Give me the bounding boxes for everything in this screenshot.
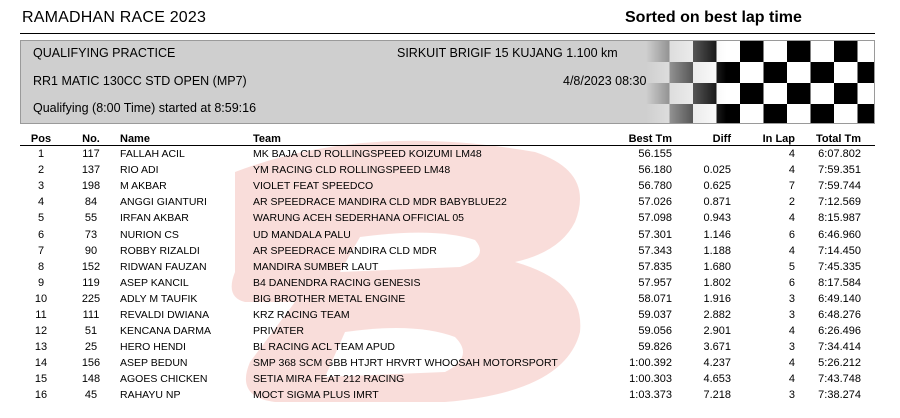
- cell-in-lap: 4: [788, 373, 795, 386]
- column-header-number[interactable]: No.: [62, 129, 120, 146]
- cell-in-lap: 3: [788, 292, 795, 305]
- cell-team: VIOLET FEAT SPEEDCO: [253, 180, 374, 193]
- cell-number: 156: [81, 357, 101, 370]
- column-header-diff[interactable]: Diff: [672, 129, 731, 146]
- cell-position: 16: [34, 389, 48, 402]
- table-row[interactable]: [20, 162, 875, 178]
- cell-position: 10: [34, 292, 48, 305]
- cell-position: 9: [37, 276, 45, 289]
- cell-team: BL RACING ACL TEAM APUD: [253, 341, 395, 354]
- cell-number: 148: [81, 373, 101, 386]
- cell-rider-name: ROBBY RIZALDI: [120, 244, 200, 257]
- table-row[interactable]: [20, 178, 875, 194]
- event-title: RAMADHAN RACE 2023: [22, 9, 207, 26]
- cell-diff: 2.882: [703, 308, 731, 321]
- table-row[interactable]: [20, 194, 875, 210]
- cell-in-lap: 4: [788, 325, 795, 338]
- column-header-team[interactable]: Team: [253, 129, 569, 146]
- table-row[interactable]: [20, 146, 875, 163]
- cell-diff: 0.625: [703, 180, 731, 193]
- cell-best-time: 56.180: [638, 164, 672, 177]
- cell-team: AR SPEEDRACE MANDIRA CLD MDR BABYBLUE22: [253, 196, 507, 209]
- cell-in-lap: 4: [788, 357, 795, 370]
- cell-number: 73: [84, 228, 98, 241]
- cell-position: 7: [37, 244, 45, 257]
- cell-diff: 3.671: [703, 341, 731, 354]
- cell-total-time: 7:59.744: [818, 180, 861, 193]
- cell-team: AR SPEEDRACE MANDIRA CLD MDR: [253, 244, 437, 257]
- checkered-flag-icon: [646, 41, 875, 124]
- cell-team: YM RACING CLD ROLLINGSPEED LM48: [253, 164, 451, 177]
- cell-total-time: 7:34.414: [818, 341, 861, 354]
- cell-position: 13: [34, 341, 48, 354]
- cell-diff: 1.680: [703, 260, 731, 273]
- table-row[interactable]: [20, 339, 875, 355]
- cell-total-time: 6:46.960: [818, 228, 861, 241]
- cell-team: MK BAJA CLD ROLLINGSPEED KOIZUMI LM48: [253, 148, 482, 161]
- cell-number: 45: [84, 389, 98, 402]
- cell-in-lap: 4: [788, 148, 795, 161]
- cell-total-time: 6:07.802: [818, 148, 861, 161]
- cell-number: 117: [82, 148, 100, 161]
- cell-position: 2: [37, 164, 45, 177]
- cell-diff: 0.943: [703, 212, 731, 225]
- cell-team: SETIA MIRA FEAT 212 RACING: [253, 373, 405, 386]
- table-row[interactable]: [20, 275, 875, 291]
- cell-total-time: 7:14.450: [818, 244, 861, 257]
- cell-rider-name: RIO ADI: [120, 164, 159, 177]
- cell-position: 15: [34, 373, 48, 386]
- cell-best-time: 59.037: [638, 308, 672, 321]
- cell-team: B4 DANENDRA RACING GENESIS: [253, 276, 421, 289]
- qualifying-status: Qualifying (8:00 Time) started at 8:59:16: [33, 101, 257, 115]
- cell-in-lap: 4: [788, 244, 795, 257]
- cell-best-time: 57.026: [638, 196, 672, 209]
- session-info-panel: [20, 40, 875, 124]
- table-row[interactable]: [20, 387, 875, 403]
- cell-rider-name: AGOES CHICKEN: [120, 373, 208, 386]
- cell-total-time: 6:48.276: [818, 308, 861, 321]
- cell-diff: 4.653: [703, 373, 731, 386]
- cell-rider-name: RAHAYU NP: [120, 389, 181, 402]
- cell-team: MOCT SIGMA PLUS IMRT: [253, 389, 379, 402]
- cell-position: 14: [34, 357, 48, 370]
- cell-rider-name: ADLY M TAUFIK: [120, 292, 198, 305]
- cell-total-time: 7:38.274: [818, 389, 861, 402]
- cell-total-time: 5:26.212: [818, 357, 861, 370]
- cell-position: 8: [37, 260, 45, 273]
- cell-in-lap: 2: [788, 196, 795, 209]
- cell-rider-name: ASEP KANCIL: [120, 276, 189, 289]
- cell-position: 1: [37, 148, 45, 161]
- cell-team: MANDIRA SUMBER LAUT: [253, 260, 379, 273]
- cell-diff: 7.218: [703, 389, 731, 402]
- cell-best-time: 56.780: [638, 180, 672, 193]
- cell-total-time: 7:12.569: [818, 196, 861, 209]
- cell-team: SMP 368 SCM GBB HTJRT HRVRT WHOOSAH MOTORSPORT: [253, 357, 558, 370]
- cell-total-time: 6:49.140: [818, 292, 861, 305]
- cell-best-time: 1:03.373: [629, 389, 672, 402]
- table-row[interactable]: [20, 226, 875, 242]
- class-name: RR1 MATIC 130CC STD OPEN (MP7): [33, 74, 247, 88]
- cell-rider-name: HERO HENDI: [120, 341, 186, 354]
- header-divider: [20, 33, 875, 34]
- cell-number: 84: [84, 196, 98, 209]
- table-row[interactable]: [20, 243, 875, 259]
- cell-team: BIG BROTHER METAL ENGINE: [253, 292, 406, 305]
- cell-rider-name: REVALDI DWIANA: [120, 308, 210, 321]
- cell-best-time: 59.826: [638, 341, 672, 354]
- cell-number: 137: [81, 164, 101, 177]
- session-name: QUALIFYING PRACTICE: [33, 46, 176, 60]
- sort-label: Sorted on best lap time: [625, 9, 802, 26]
- cell-diff: 1.802: [703, 276, 731, 289]
- event-datetime: 4/8/2023 08:30: [563, 74, 647, 88]
- cell-team: PRIVATER: [253, 325, 304, 338]
- cell-position: 3: [37, 180, 45, 193]
- cell-best-time: 57.301: [638, 228, 672, 241]
- table-header-row: [20, 129, 875, 146]
- cell-diff: 2.901: [703, 325, 731, 338]
- cell-number: 152: [81, 260, 101, 273]
- cell-in-lap: 4: [788, 164, 795, 177]
- cell-number: 198: [81, 180, 101, 193]
- cell-total-time: 8:17.584: [818, 276, 861, 289]
- table-row[interactable]: [20, 210, 875, 226]
- cell-team: WARUNG ACEH SEDERHANA OFFICIAL 05: [253, 212, 465, 225]
- table-row[interactable]: [20, 323, 875, 339]
- cell-diff: 1.146: [703, 228, 731, 241]
- column-header-best-time[interactable]: Best Tm: [569, 129, 672, 146]
- cell-in-lap: 6: [788, 276, 795, 289]
- table-row[interactable]: [20, 307, 875, 323]
- cell-diff: 1.916: [703, 292, 731, 305]
- cell-in-lap: 3: [788, 341, 795, 354]
- cell-diff: 0.871: [703, 196, 731, 209]
- cell-rider-name: RIDWAN FAUZAN: [120, 260, 207, 273]
- column-header-pos[interactable]: Pos: [20, 129, 62, 146]
- cell-in-lap: 6: [788, 228, 795, 241]
- column-header-name[interactable]: Name: [120, 129, 253, 146]
- table-row[interactable]: [20, 371, 875, 387]
- cell-best-time: 1:00.392: [629, 357, 672, 370]
- table-row[interactable]: [20, 355, 875, 371]
- table-row[interactable]: [20, 291, 875, 307]
- cell-team: KRZ RACING TEAM: [253, 308, 350, 321]
- cell-best-time: 57.098: [638, 212, 672, 225]
- cell-number: 90: [84, 244, 98, 257]
- cell-diff: 0.025: [703, 164, 731, 177]
- cell-rider-name: ANGGI GIANTURI: [120, 196, 207, 209]
- cell-diff: 4.237: [703, 357, 731, 370]
- cell-number: 51: [84, 325, 98, 338]
- cell-in-lap: 3: [788, 389, 795, 402]
- cell-best-time: 57.343: [638, 244, 672, 257]
- cell-position: 6: [37, 228, 45, 241]
- cell-position: 11: [35, 308, 47, 321]
- cell-number: 25: [84, 341, 98, 354]
- cell-total-time: 7:59.351: [818, 164, 861, 177]
- circuit-name: SIRKUIT BRIGIF 15 KUJANG 1.100 km: [397, 46, 618, 60]
- cell-best-time: 59.056: [638, 325, 672, 338]
- cell-in-lap: 3: [788, 308, 795, 321]
- cell-number: 119: [82, 276, 100, 289]
- cell-rider-name: KENCANA DARMA: [120, 325, 212, 338]
- cell-number: 55: [84, 212, 98, 225]
- table-row[interactable]: [20, 259, 875, 275]
- cell-diff: 1.188: [703, 244, 731, 257]
- cell-in-lap: 5: [788, 260, 795, 273]
- cell-in-lap: 4: [788, 212, 795, 225]
- cell-rider-name: NURION CS: [120, 228, 179, 241]
- cell-position: 12: [34, 325, 48, 338]
- cell-in-lap: 7: [788, 180, 795, 193]
- cell-total-time: 6:26.496: [818, 325, 861, 338]
- cell-best-time: 56.155: [638, 148, 672, 161]
- cell-number: 225: [81, 292, 101, 305]
- cell-total-time: 7:43.748: [818, 373, 861, 386]
- results-table: [20, 129, 875, 404]
- cell-best-time: 1:00.303: [629, 373, 672, 386]
- cell-diff: [672, 146, 731, 163]
- cell-position: 4: [37, 196, 45, 209]
- cell-rider-name: M AKBAR: [120, 180, 167, 193]
- results-body: [20, 146, 875, 404]
- cell-best-time: 57.835: [638, 260, 672, 273]
- cell-team: UD MANDALA PALU: [253, 228, 351, 241]
- cell-position: 5: [37, 212, 45, 225]
- column-header-in-lap[interactable]: In Lap: [731, 129, 795, 146]
- cell-rider-name: FALLAH ACIL: [120, 148, 185, 161]
- cell-total-time: 8:15.987: [818, 212, 861, 225]
- cell-total-time: 7:45.335: [818, 260, 861, 273]
- cell-best-time: 58.071: [638, 292, 672, 305]
- column-header-total-time[interactable]: Total Tm: [795, 129, 875, 146]
- cell-rider-name: ASEP BEDUN: [120, 357, 188, 370]
- cell-number: 111: [82, 308, 100, 321]
- cell-best-time: 57.957: [638, 276, 672, 289]
- cell-rider-name: IRFAN AKBAR: [120, 212, 189, 225]
